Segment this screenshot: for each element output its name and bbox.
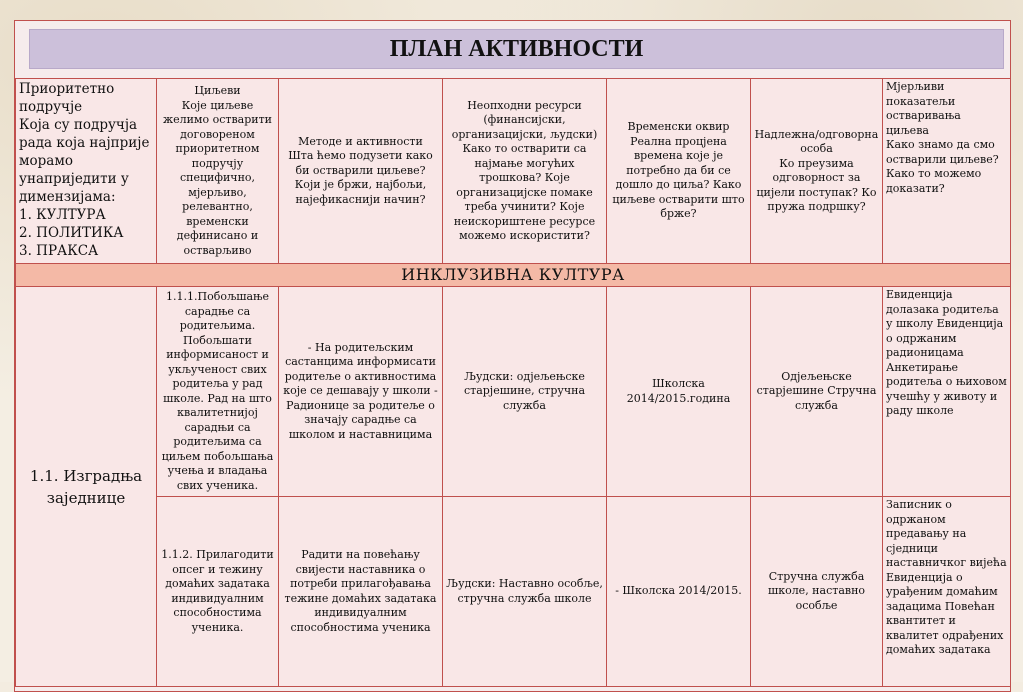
- header-resources: Неопходни ресурси (финансијски, организацијски, људски) Како то остварити са најмање могућих трошкова? Које организацијске помаке треба учинити? Које неискориштене ресурсе можемо искористити?: [443, 79, 607, 264]
- timeframe-cell: - Школска 2014/2015.: [607, 497, 751, 687]
- timeframe-cell: Школска 2014/2015.година: [607, 287, 751, 497]
- responsible-cell: Стручна служба школе, наставно особље: [751, 497, 883, 687]
- section-title: ИНКЛУЗИВНА КУЛТУРА: [16, 264, 1011, 287]
- slide-frame: [14, 20, 1011, 692]
- section-row: [16, 264, 1011, 287]
- header-goals: Циљеви Које циљеве желимо остварити договореном приоритетном подручју специфично, мјерљиво, релевантно, временски дефинисано и остварљиво: [157, 79, 279, 264]
- methods-cell: - На родитељским састанцима информисати родитеље о активностима које се дешавају у школи - Радионице за родитеље о значају сарадње са школом и наставницима: [279, 287, 443, 497]
- indicators-cell: Записник о одржаном предавању на сједници наставничког вијећа Евиденција о урађеним домаћим задацима Повећан квантитет и квалитет одрађених домаћих задатака: [883, 497, 1011, 687]
- resources-cell: Људски: одјељењске старјешине, стручна служба: [443, 287, 607, 497]
- resources-cell: Људски: Наставно особље, стручна служба школе: [443, 497, 607, 687]
- table-header-row: [16, 79, 1011, 264]
- table-row: [16, 497, 1011, 687]
- header-methods: Методе и активности Шта ћемо подузети како би остварили циљеве? Који је бржи, најбољи, најефикаснији начин?: [279, 79, 443, 264]
- table-row: [16, 287, 1011, 497]
- goal-cell: 1.1.1.Побољшање сарадње са родитељима. Побољшати информисаност и укљученост свих родитеља у рад школе. Рад на што квалитетнијој сарадњи са родитељима са циљем побољшања учења и владања свих ученика.: [157, 287, 279, 497]
- header-timeframe: Временски оквир Реална процјена времена које је потребно да би се дошло до циља? Како циљеве остварити што брже?: [607, 79, 751, 264]
- priority-area-cell: 1.1. Изградња заједнице: [16, 287, 157, 687]
- activity-plan-table: [15, 78, 1011, 687]
- page-title: ПЛАН АКТИВНОСТИ: [29, 29, 1004, 69]
- indicators-cell: Евиденција долазака родитеља у школу Евиденција о одржаним радионицама Анкетирање родитеља о њиховом учешћу у животу и раду школе: [883, 287, 1011, 497]
- header-priority-area: Приоритетно подручје Која су подручја рада која најприје морамо унаприједити у димензијама: 1. КУЛТУРА 2. ПОЛИТИКА 3. ПРАКСА: [16, 79, 157, 264]
- goal-cell: 1.1.2. Прилагодити опсег и тежину домаћих задатака индивидуалним способностима ученика.: [157, 497, 279, 687]
- header-responsible: Надлежна/одговорна особа Ко преузима одговорност за цијели поступак? Ко пружа подршку?: [751, 79, 883, 264]
- methods-cell: Радити на повећању свијести наставника о потреби прилагођавања тежине домаћих задатака индивидуалним способностима ученика: [279, 497, 443, 687]
- responsible-cell: Одјељењске старјешине Стручна служба: [751, 287, 883, 497]
- header-indicators: Мјерљиви показатељи остваривања циљева Како знамо да смо остварили циљеве? Како то можемо доказати?: [883, 79, 1011, 264]
